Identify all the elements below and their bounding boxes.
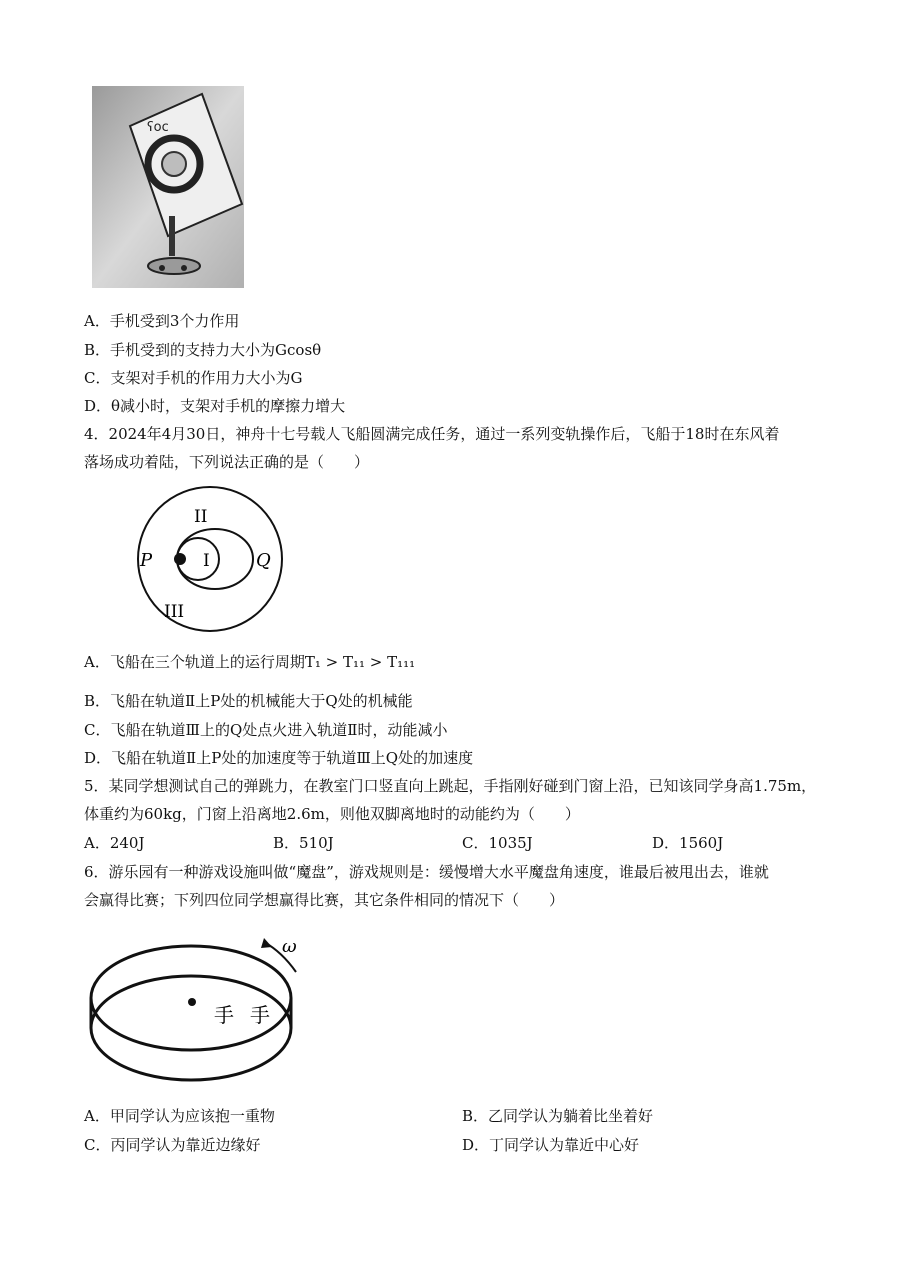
- q5-option-a: A．240J: [84, 834, 145, 852]
- q3-option-c: C．支架对手机的作用力大小为G: [84, 369, 303, 387]
- svg-text:手: 手: [214, 1003, 234, 1027]
- svg-text:手: 手: [250, 1003, 270, 1027]
- q6-stem-line2: 会赢得比赛；下列四位同学想赢得比赛，其它条件相同的情况下（ ）: [84, 891, 565, 909]
- q4-stem-line2: 落场成功着陆，下列说法正确的是（ ）: [84, 453, 370, 471]
- q6-option-c: C．丙同学认为靠近边缘好: [84, 1136, 261, 1154]
- label-omega: ω: [282, 936, 297, 957]
- q4-option-d: D．飞船在轨道Ⅱ上P处的加速度等于轨道Ⅲ上Q处的加速度: [84, 749, 474, 767]
- q6-option-d: D．丁同学认为靠近中心好: [462, 1136, 640, 1154]
- q4-option-c: C．飞船在轨道Ⅲ上的Q处点火进入轨道Ⅱ时，动能减小: [84, 721, 448, 739]
- q6-option-b: B．乙同学认为躺着比坐着好: [462, 1107, 654, 1125]
- q3-option-a: A．手机受到3个力作用: [84, 312, 240, 330]
- q5-option-b: B．510J: [273, 834, 334, 852]
- q5-option-d: D．1560J: [652, 834, 724, 852]
- q6-option-a: A．甲同学认为应该抱一重物: [84, 1107, 275, 1125]
- magic-disc-diagram: [86, 930, 306, 1090]
- q4-option-b: B．飞船在轨道Ⅱ上P处的机械能大于Q处的机械能: [84, 692, 413, 710]
- q4-stem-line1: 4．2024年4月30日，神舟十七号载人飞船圆满完成任务，通过一系列变轨操作后，飞船于18时在东风着: [84, 425, 780, 443]
- label-orbit3: III: [164, 602, 185, 622]
- q4-option-a: A．飞船在三个轨道上的运行周期T₁ > T₁₁ > T₁₁₁: [84, 653, 416, 671]
- label-orbit1: I: [203, 551, 210, 571]
- q3-option-b: B．手机受到的支持力大小为Gcosθ: [84, 341, 322, 359]
- q3-option-d: D．θ减小时，支架对手机的摩擦力增大: [84, 397, 346, 415]
- label-q: Q: [256, 550, 271, 571]
- phone-stand-photo: [92, 86, 244, 288]
- label-p: P: [140, 550, 153, 571]
- svg-text:ʕoc: ʕoc: [147, 120, 169, 135]
- q6-stem-line1: 6．游乐园有一种游戏设施叫做“魔盘”，游戏规则是：缓慢增大水平魔盘角速度，谁最后被甩出去，谁就: [84, 863, 769, 881]
- q5-option-c: C．1035J: [462, 834, 533, 852]
- q5-stem-line1: 5．某同学想测试自己的弹跳力，在教室门口竖直向上跳起，手指刚好碰到门窗上沿，已知该同学身高1.75m，: [84, 777, 817, 795]
- label-orbit2: II: [194, 507, 208, 527]
- orbit-diagram: [100, 484, 290, 634]
- q5-stem-line2: 体重约为60kg，门窗上沿离地2.6m，则他双脚离地时的动能约为（ ）: [84, 805, 580, 823]
